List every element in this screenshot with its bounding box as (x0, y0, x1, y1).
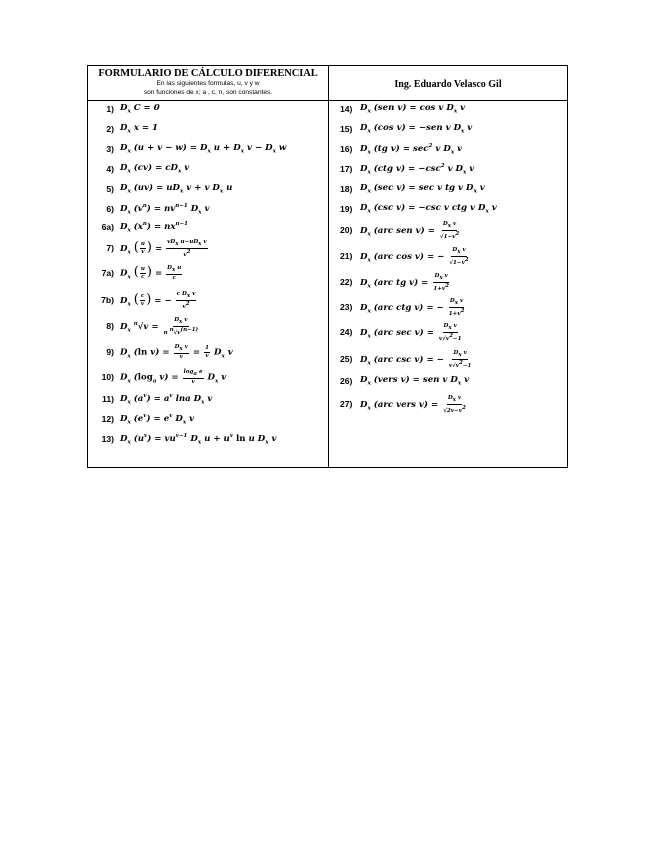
formula-row (100, 143, 286, 155)
formula-row (340, 375, 469, 387)
formula-row (340, 221, 461, 240)
formula-number: 6a) (101, 222, 114, 233)
formula: $D_x$ (tg $v) = \sec^2 v$ $D_x$ v (360, 143, 463, 156)
formula-number: 18) (340, 183, 353, 194)
formula: $D_x$ $(u^v) = vu^{v-1}$ $D_x$ $u + u^v$ ln u $D_x$ v (120, 433, 277, 446)
formula-number: 17) (340, 164, 353, 175)
formula-row (340, 298, 466, 317)
formula-row (340, 163, 474, 176)
formula: $D_x$ (sec v) = sec v tg v $D_x$ v (360, 183, 485, 195)
formula-number: 4) (106, 163, 114, 174)
formula: $D_x$ (csc v) = −csc v ctg v $D_x$ v (360, 203, 497, 215)
formula-number: 26) (340, 375, 353, 386)
formula-row (340, 323, 464, 342)
formula: $D_x$ C = 0 (120, 103, 160, 115)
formula-number: 19) (340, 203, 353, 214)
formula-number: 16) (340, 144, 353, 155)
formula-number: 20) (340, 225, 353, 236)
header-row (88, 66, 567, 101)
formula: $D_x$ ( $\frac{u}{c}$ ) = $\frac{D_x u}{c}$ (120, 264, 182, 281)
formula-number: 22) (340, 277, 353, 288)
formula-number: 10) (101, 372, 114, 383)
author-name: Ing. Eduardo Velasco Gil (394, 79, 502, 90)
formula-row (100, 433, 277, 446)
formula-row (100, 393, 212, 406)
formula-number: 5) (106, 183, 114, 194)
formula-row (100, 183, 232, 195)
formula: $D_x$ $(a^v) = a^v$ lna $D_x$ v (120, 393, 213, 406)
formula-number: 21) (340, 251, 353, 262)
formula: $D_x$ ( $\frac{u}{v}$ ) = $\frac{vD_x u-uD_x v}{v^2}$ (120, 239, 207, 258)
formula-row (340, 143, 462, 156)
formula-row (100, 239, 209, 258)
formula-number: 12) (101, 414, 114, 425)
formula-number: 23) (340, 302, 353, 313)
formula-number: 14) (340, 103, 353, 114)
formula: $D_x$ (arc csc v) = − $\frac{D_x v}{v√v^2-1}$ (360, 350, 472, 369)
formula-row (100, 291, 197, 310)
subtitle-line-2: son funciones de x; a , c, n, son constantes. (143, 89, 273, 96)
formula-sheet (87, 65, 568, 468)
formula: $D_x$ x = 1 (120, 123, 159, 135)
formula-number: 7b) (101, 295, 114, 306)
formula-row (340, 350, 473, 369)
formula-number: 7) (106, 243, 114, 254)
formula: $D_x$ (vers v) = sen v $D_x$ v (360, 375, 470, 387)
formula: $D_x$ ($\log_a$ v) = $\frac{\log_a e}{v}$ $D_x$ v (120, 369, 227, 385)
sheet-title: FORMULARIO DE CÁLCULO DIFERENCIAL (98, 68, 318, 79)
column-divider (328, 100, 329, 468)
formula: $D_x$ (arc cos v) = − $\frac{D_x v}{√1-v^2}$ (360, 247, 469, 266)
formula-number: 11) (102, 394, 114, 405)
formula-row (100, 413, 194, 426)
formula-row (340, 203, 497, 215)
formula-row (100, 344, 233, 360)
formula-row (100, 123, 158, 135)
formula-number: 24) (340, 327, 353, 338)
formula: $D_x$ $(e^v) = e^v$ $D_x$ v (120, 413, 195, 426)
formula: $D_x$ (arc sec v) = $\frac{D_x v}{v√v^2-1}$ (360, 323, 462, 342)
formula: $D_x$ $(uv) = uD_x$ v + v $D_x$ u (120, 183, 233, 195)
formula-row (100, 317, 200, 336)
formula: $D_x$ $^n$√v = $\frac{D_x v}{n ^n√v^{(n-1)}}$ (120, 317, 199, 336)
formula: $D_x$ ( $\frac{c}{v}$ ) = − $\frac{c D_x v}{v^2}$ (120, 291, 196, 310)
formula: $D_x$ $(x^n) = nx^{n-1}$ (120, 221, 188, 234)
formula-number: 27) (340, 399, 353, 410)
formula-number: 9) (106, 347, 114, 358)
formula-row (340, 395, 468, 414)
formula-number: 8) (106, 321, 114, 332)
formula-row (340, 183, 485, 195)
formula-number: 15) (340, 123, 353, 134)
formula: $D_x$ (arc ctg v) = − $\frac{D_x v}{1+v^2}$ (360, 298, 465, 317)
formula-row (340, 123, 472, 135)
subtitle-line-1: En las siguientes formulas, u, v y w (156, 80, 260, 87)
formula: $D_x$ (arc sen v) = $\frac{D_x v}{√1-v^2}$ (360, 221, 460, 240)
formula: $D_x$ $(cv) = cD_x$ v (120, 163, 190, 175)
formula-row (100, 103, 160, 115)
formula-number: 7a) (101, 268, 114, 279)
formula: $D_x$ (arc vers v) = $\frac{D_x v}{√2v-v^2}$ (360, 395, 466, 414)
formula: $D_x$ (arc tg v) = $\frac{D_x v}{1+v^2}$ (360, 273, 449, 292)
formula-number: 6) (106, 204, 114, 215)
formula-row (340, 103, 465, 115)
formula: $D_x$ $(u + v - w) = D_x$ $u + D_x$ $v - D_x$ w (120, 143, 287, 155)
formula-row (340, 273, 451, 292)
formula-row (100, 265, 183, 281)
formula: $D_x$ (ln v) = $\frac{D_x v}{v}$ = $\frac{1}{v}$ $D_x$ v (120, 344, 233, 360)
formula: $D_x$ (ctg $v) = -\csc^2$ v $D_x$ v (360, 163, 475, 176)
formula-row (100, 203, 209, 216)
formula-row (100, 163, 189, 175)
formula-number: 2) (106, 123, 114, 134)
formula-row (100, 369, 226, 385)
formula: $D_x$ (sen v) = cos v $D_x$ v (360, 103, 466, 115)
header-title-cell (88, 66, 329, 100)
formula-number: 25) (340, 354, 353, 365)
formula-number: 3) (106, 143, 114, 154)
formula-number: 1) (106, 103, 114, 114)
formula: $D_x$ $(v^n) = nv^{n-1}$ $D_x$ v (120, 203, 210, 216)
formula-number: 13) (101, 434, 114, 445)
formula-row (100, 221, 188, 234)
formula-row (340, 247, 471, 266)
formula: $D_x$ (cos v) = −sen v $D_x$ v (360, 123, 473, 135)
